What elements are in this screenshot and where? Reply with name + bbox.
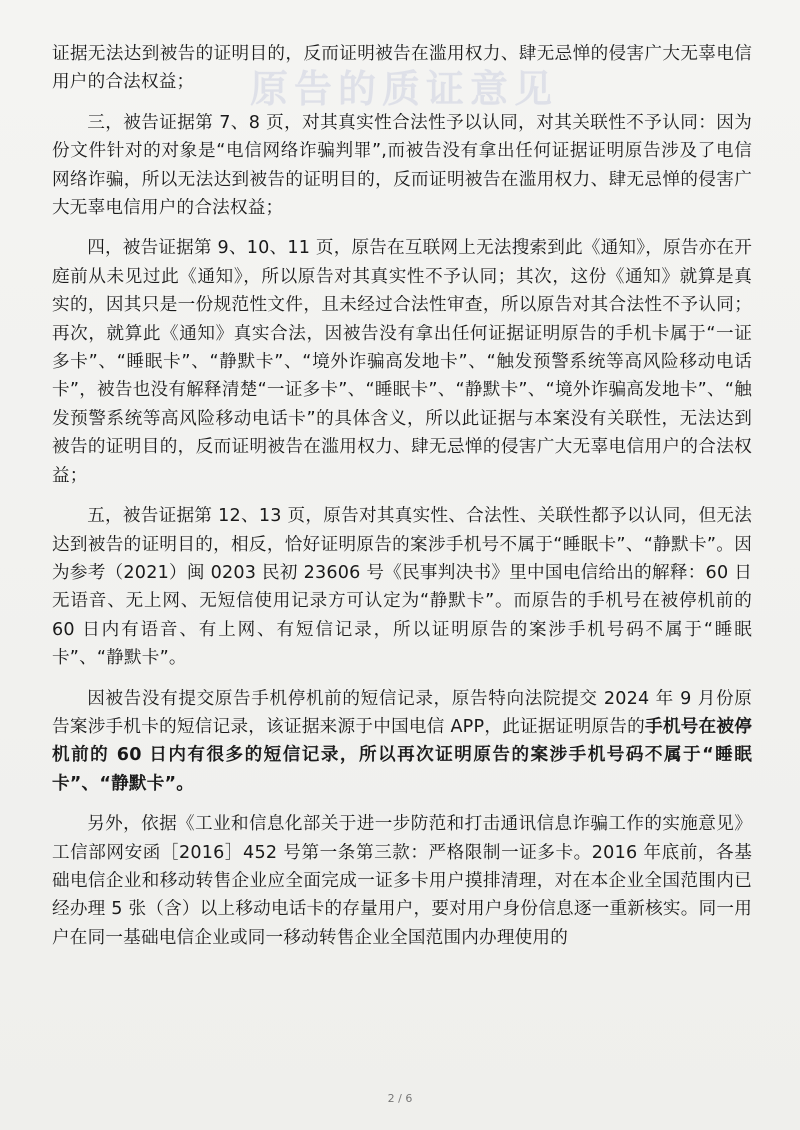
- watermark-stamp: 原告的质证意见: [250, 67, 559, 111]
- sms-paragraph-bold: 手机号在被停机前的 60 日内有很多的短信记录，所以再次证明原告的案涉手机号码不属于“睡眠卡”、“静默卡”。: [52, 716, 752, 794]
- paragraph-evidence-4: 四，被告证据第 9、10、11 页，原告在互联网上无法搜索到此《通知》，原告亦在开庭前从未见过此《通知》，所以原告对其真实性不予认同；其次，这份《通知》就算是真实的，因其只是一份规范性文件，且未经过合法性审查，所以原告对其合法性不予认同；再次，就算此《通知》真实合法，因被告没有拿出任何证据证明原告的手机卡属于“一证多卡”、“睡眠卡”、“静默卡”、“境外诈骗高发地卡”、“触发预警系统等高风险移动电话卡”，被告也没有解释清楚“一证多卡”、“睡眠卡”、“静默卡”、“境外诈骗高发地卡”、“触发预警系统等高风险移动电话卡”的具体含义，所以此证据与本案没有关联性，无法达到被告的证明目的，反而证明被告在滥用权力、肆无忌惮的侵害广大无辜电信用户的合法权益；: [52, 238, 752, 486]
- paragraph-continuation: 证据无法达到被告的证明目的，反而证明被告在滥用权力、肆无忌惮的侵害广大无辜电信用户的合法权益；: [52, 44, 752, 93]
- paragraph-evidence-5: 五，被告证据第 12、13 页，原告对其真实性、合法性、关联性都予以认同，但无法达到被告的证明目的，相反，恰好证明原告的案涉手机号不属于“睡眠卡”、“静默卡”。因为参考（2021）闽 0203 民初 23606 号《民事判决书》里中国电信给出的解释：60 日无语音、无上网、无短信使用记录方可认定为“静默卡”。而原告的手机号在被停机前的 60 日内有语音、有上网、有短信记录，所以证明原告的案涉手机号码不属于“睡眠卡”、“静默卡”。: [52, 506, 752, 669]
- sms-paragraph-normal: 因被告没有提交原告手机停机前的短信记录，原告特向法院提交 2024 年 9 月份原告案涉手机卡的短信记录，该证据来源于中国电信 APP，此证据证明原告的: [52, 688, 752, 737]
- document-body: [52, 40, 752, 952]
- paragraph-sms-records: [52, 685, 752, 799]
- page-number: 2 / 6: [387, 1092, 413, 1105]
- paragraph-evidence-3: 三，被告证据第 7、8 页，对其真实性合法性予以认同，对其关联性不予认同：因为份文件针对的对象是“电信网络诈骗判罪”,而被告没有拿出任何证据证明原告涉及了电信网络诈骗，所以无法达到被告的证明目的，反而证明被告在滥用权力、肆无忌惮的侵害广大无辜电信用户的合法权益；: [52, 112, 752, 219]
- paragraph-regulation: 另外，依据《工业和信息化部关于进一步防范和打击通讯信息诈骗工作的实施意见》工信部网安函［2016］452 号第一条第三款：严格限制一证多卡。2016 年底前，各基础电信企业和移动转售企业应全面完成一证多卡用户摸排清理，对在本企业全国范围内已经办理 5 张（含）以上移动电话卡的存量用户，要对用户身份信息逐一重新核实。同一用户在同一基础电信企业或同一移动转售企业全国范围内办理使用的: [52, 814, 752, 948]
